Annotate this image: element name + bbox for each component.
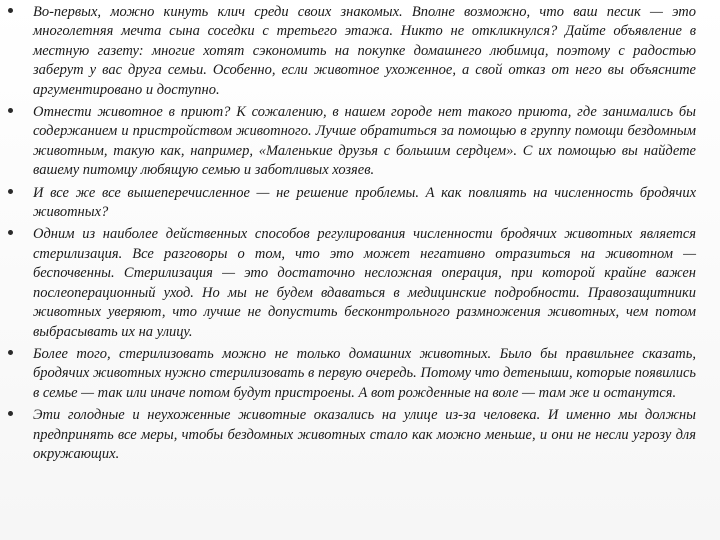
bullet-text: Одним из наиболее действенных способов регулирования численности бродячих животных является стерилизация. Все разговоры о том, что это может негативно отразиться на животном — беспочвенны. Стерилизация — это достаточно несложная операция, при которой крайне важен послеоперационный уход. Но мы не будем вдаваться в медицинские подробности. Правозащитники животных уверяют, что лучше не допустить бесконтрольного размножения животных, чем потом выбрасывать их на улицу. bbox=[33, 226, 696, 340]
bullet-item-2 bbox=[8, 103, 696, 181]
bullet-dot-icon bbox=[8, 189, 13, 194]
bullet-item-4 bbox=[8, 225, 696, 341]
bullet-item-3 bbox=[8, 184, 696, 223]
bullet-text: Во-первых, можно кинуть клич среди своих знакомых. Вполне возможно, что ваш песик — это многолетняя мечта сына соседки с третьего этажа. Никто не откликнулся? Дайте объявление в местную газету: многие хотят сэкономить на покупке домашнего любимца, поэтому с радостью заберут у вас друга семьи. Особенно, если животное ухоженное, а свой отказ от него вы объясните аргументировано и доступно. bbox=[33, 4, 696, 98]
bullet-dot-icon bbox=[8, 411, 13, 416]
bullet-text: Эти голодные и неухоженные животные оказались на улице из-за человека. И именно мы должны предпринять все меры, чтобы бездомных животных стало как можно меньше, и они не несли угрозу для окружающих. bbox=[33, 407, 696, 462]
bullet-item-1 bbox=[8, 3, 696, 100]
bullet-text: Отнести животное в приют? К сожалению, в нашем городе нет такого приюта, где занимались бы содержанием и пристройством животного. Лучше обратиться за помощью в группу помощи бездомным животным, такую как, например, «Маленькие друзья с большим сердцем». С их помощью вы найдете вашему питомцу любящую семью и заботливых хозяев. bbox=[33, 104, 696, 179]
bullet-dot-icon bbox=[8, 230, 13, 235]
bullet-dot-icon bbox=[8, 108, 13, 113]
bullet-list bbox=[8, 3, 696, 464]
bullet-dot-icon bbox=[8, 350, 13, 355]
bullet-text: Более того, стерилизовать можно не только домашних животных. Было бы правильнее сказать, бродячих животных нужно стерилизовать в первую очередь. Потому что детеныши, которые появились в семье — так или иначе потом будут пристроены. А вот рожденные на воле — там же и останутся. bbox=[33, 345, 696, 401]
bullet-item-5 bbox=[8, 345, 696, 403]
bullet-text: И все же все вышеперечисленное — не решение проблемы. А как повлиять на численность бродячих животных? bbox=[33, 184, 696, 221]
bullet-dot-icon bbox=[8, 8, 13, 13]
bullet-item-6 bbox=[8, 406, 696, 464]
